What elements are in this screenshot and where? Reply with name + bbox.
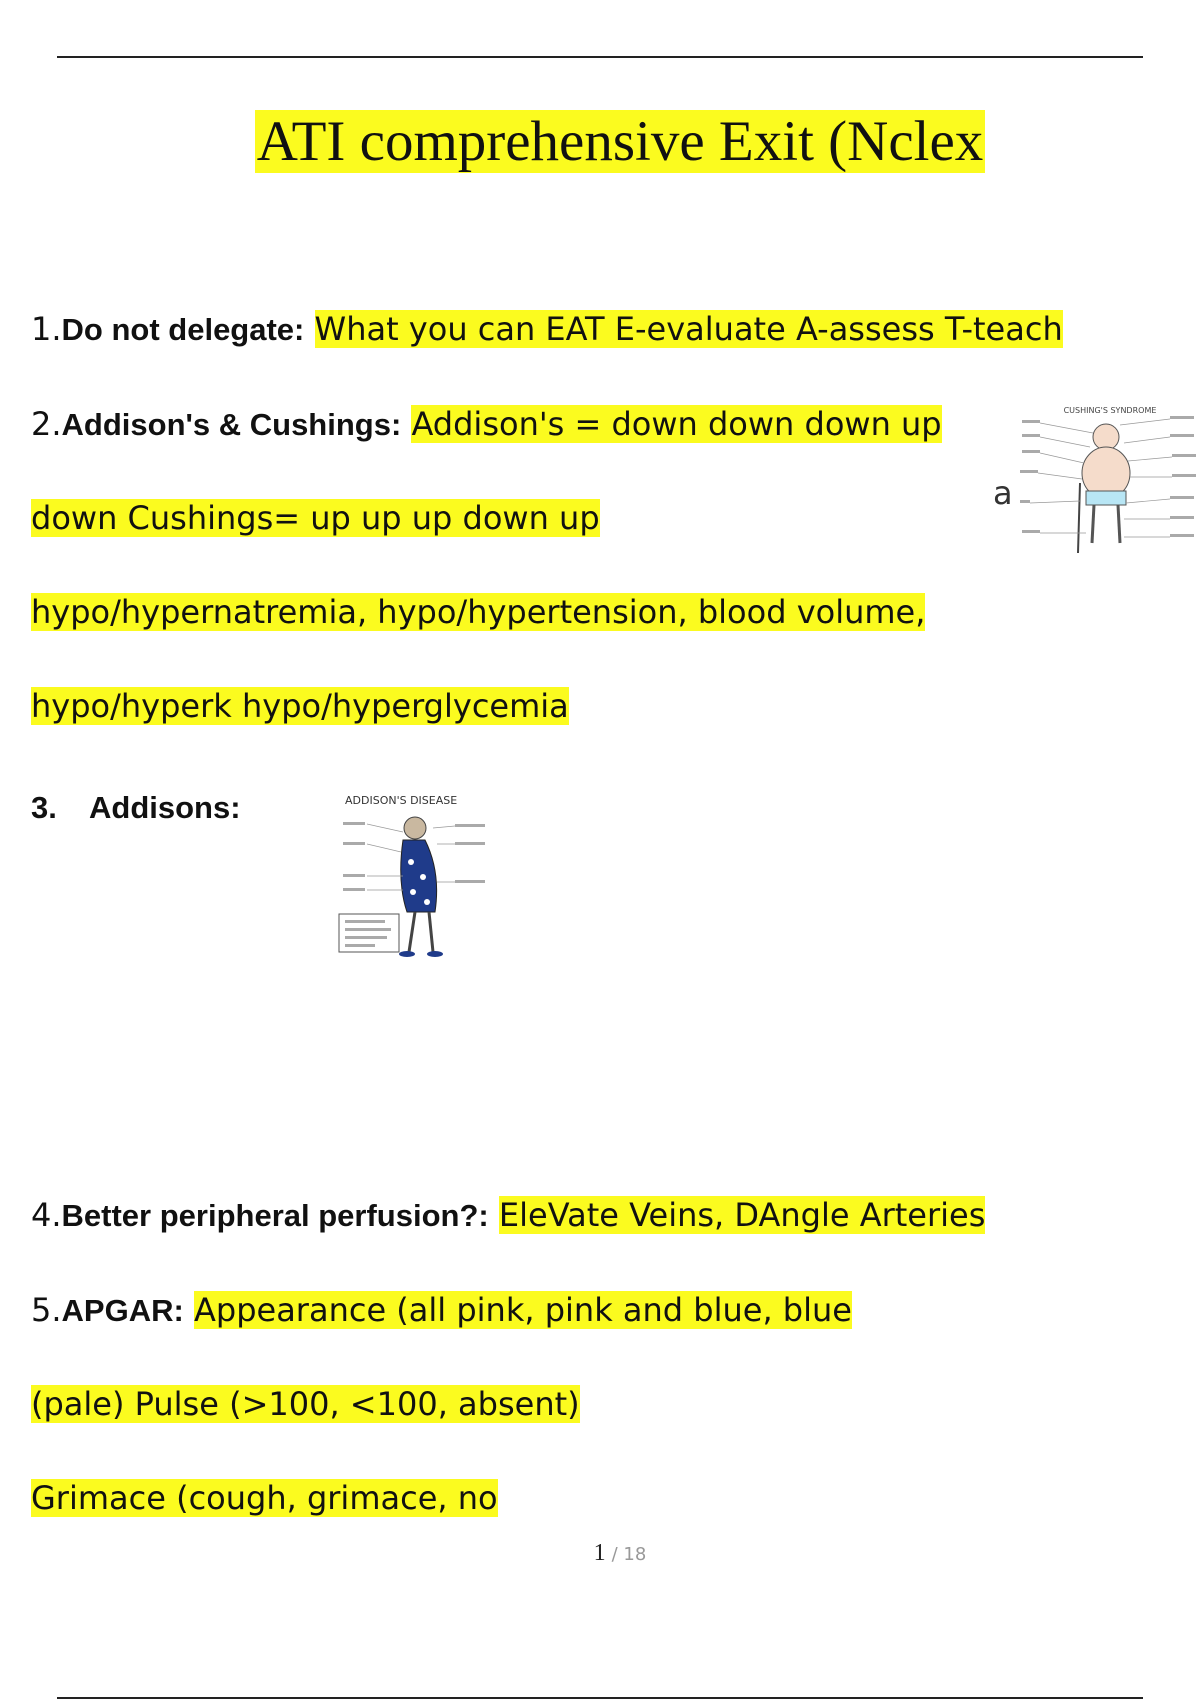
item-text: What you can EAT E-evaluate A-assess T-teach (314, 310, 1063, 348)
item-1 (31, 307, 1063, 352)
item-5 (31, 1288, 852, 1333)
item-term: APGAR: (61, 1293, 184, 1328)
item-5-line-2: (pale) Pulse (>100, <100, absent) (31, 1385, 580, 1423)
item-4 (31, 1193, 985, 1238)
item-text: Appearance (all pink, pink and blue, blue (193, 1291, 852, 1329)
page-indicator (0, 1540, 1200, 1567)
item-text: EleVate Veins, DAngle Arteries (498, 1196, 986, 1234)
current-page: 1 (593, 1540, 606, 1566)
item-2-line-3: hypo/hypernatremia, hypo/hypertension, blood volume, (31, 593, 926, 631)
addisons-disease-figure (337, 792, 522, 967)
item-2 (31, 402, 942, 447)
item-term: Better peripheral perfusion?: (61, 1198, 489, 1233)
item-2-line-4: hypo/hyperk hypo/hyperglycemia (31, 687, 569, 725)
document-title: ATI comprehensive Exit (Nclex (256, 110, 984, 173)
top-rule (57, 56, 1143, 58)
item-term: Addisons: (89, 790, 241, 825)
stray-character: a (993, 474, 1013, 512)
item-5-line-3: Grimace (cough, grimace, no (31, 1479, 498, 1517)
item-number: 1. (31, 310, 62, 348)
item-number: 4. (31, 1196, 62, 1234)
cushings-syndrome-figure (1020, 403, 1200, 563)
item-term: Do not delegate: (61, 312, 305, 347)
item-number: 2. (31, 405, 62, 443)
item-2-line-2: down Cushings= up up up down up (31, 499, 600, 537)
item-number: 3. (31, 790, 57, 825)
bottom-rule (57, 1697, 1143, 1699)
addisons-figure-title: ADDISON'S DISEASE (345, 794, 458, 807)
item-3 (31, 790, 241, 826)
item-number: 5. (31, 1291, 62, 1329)
item-text: Addison's = down down down up (411, 405, 942, 443)
item-term: Addison's & Cushings: (61, 407, 402, 442)
total-pages: / 18 (611, 1544, 647, 1565)
cushings-figure-title: CUSHING'S SYNDROME (1063, 406, 1157, 415)
